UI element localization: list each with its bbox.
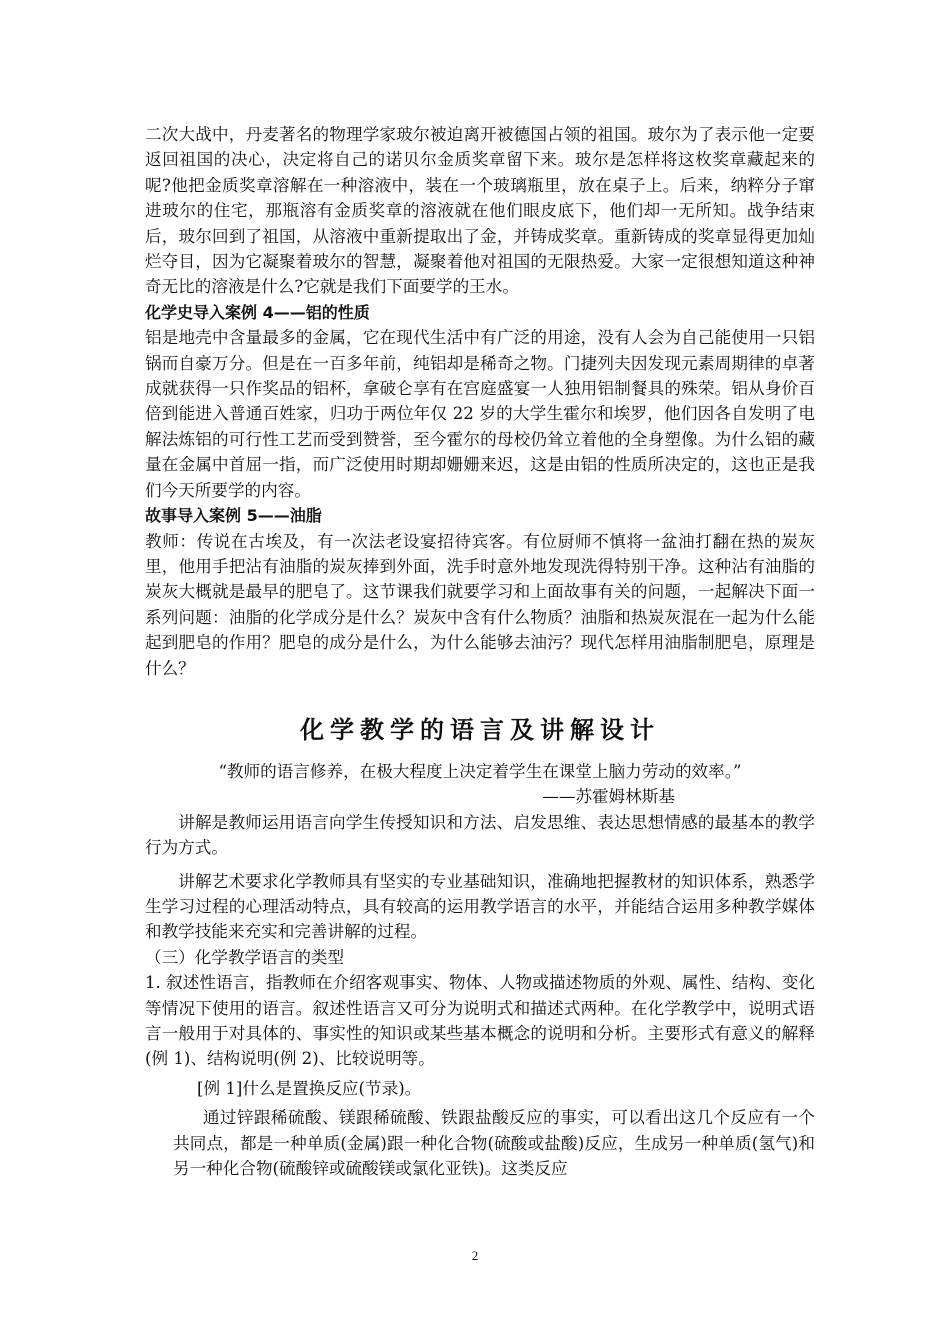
section-quote: “教师的语言修养，在极大程度上决定着学生在课堂上脑力劳动的效率。” <box>218 761 742 781</box>
example-label: [例 1]什么是置换反应(节录)。 <box>197 1078 422 1098</box>
case5-heading: 故事导入案例 5——油脂 <box>145 506 322 526</box>
case4-body: 铝是地壳中含量最多的金属，它在现代生活中有广泛的用途，没有人会为自己能使用一只铝锅而自豪万分。但是在一百多年前，纯铝却是稀奇之物。门捷列夫因发现元素周期律的卓著成就获得一只作奖品的铝杯，拿破仑享有在宫庭盛宴一人独用铝制餐具的殊荣。铝从身价百倍到能进入普通百姓家，归功于两位年仅 22 岁的大学生霍尔和埃罗，他们因各自发明了电解法炼铝的可行性工艺而受到赞誉，至今霍尔的母校仍耸立着他的全身塑像。为什么铝的藏量在金属中首屈一指，而广泛使用时期却姗姗来迟，这是由铝的性质所决定的，这也正是我们今天所要学的内容。 <box>145 328 815 500</box>
page-number: 2 <box>471 1248 479 1263</box>
case4-heading: 化学史导入案例 4——铝的性质 <box>145 302 370 322</box>
section-para-1: 讲解是教师运用语言向学生传授知识和方法、启发思维、表达思想情感的最基本的教学行为方式。 <box>145 812 815 858</box>
intro-paragraph: 二次大战中，丹麦著名的物理学家玻尔被迫离开被德国占领的祖国。玻尔为了表示他一定要返回祖国的决心，决定将自己的诺贝尔金质奖章留下来。玻尔是怎样将这枚奖章藏起来的呢?他把金质奖章溶解在一种溶液中，装在一个玻璃瓶里，放在桌子上。后来，纳粹分子窜进玻尔的住宅，那瓶溶有金质奖章的溶液就在他们眼皮底下，他们却一无所知。战争结束后，玻尔回到了祖国，从溶液中重新提取出了金，并铸成奖章。重新铸成的奖章显得更加灿烂夺目，因为它凝聚着玻尔的智慧，凝聚着他对祖国的无限热爱。大家一定很想知道这种神奇无比的溶液是什么?它就是我们下面要学的王水。 <box>145 125 815 297</box>
section-title: 化学教学的语言及讲解设计 <box>300 715 660 744</box>
quote-attribution: ——苏霍姆林斯基 <box>542 787 675 807</box>
page-content <box>145 122 815 1181</box>
section-subheading: （三）化学教学语言的类型 <box>145 947 345 967</box>
section-para-2: 讲解艺术要求化学教师具有坚实的专业基础知识，准确地把握教材的知识体系，熟悉学生学习过程的心理活动特点，具有较高的运用教学语言的水平，并能结合运用多种教学媒体和教学技能来充实和完善讲解的过程。 <box>145 871 815 942</box>
example-body: 通过锌跟稀硫酸、镁跟稀硫酸、铁跟盐酸反应的事实，可以看出这几个反应有一个共同点，都是一种单质(金属)跟一种化合物(硫酸或盐酸)反应，生成另一种单质(氢气)和另一种化合物(硫酸锌或硫酸镁或氯化亚铁)。这类反应 <box>173 1108 815 1179</box>
case5-body: 教师：传说在古埃及，有一次法老设宴招待宾客。有位厨师不慎将一盆油打翻在热的炭灰里，他用手把沾有油脂的炭灰捧到外面，洗手时意外地发现洗得特别干净。这种沾有油脂的炭灰大概就是最早的肥皂了。这节课我们就要学习和上面故事有关的问题，一起解决下面一系列问题：油脂的化学成分是什么？炭灰中含有什么物质？油脂和热炭灰混在一起为什么能起到肥皂的作用？肥皂的成分是什么，为什么能够去油污？现代怎样用油脂制肥皂，原理是什么？ <box>145 531 815 678</box>
section-item-1: 1. 叙述性语言，指教师在介绍客观事实、物体、人物或描述物质的外观、属性、结构、变化等情况下使用的语言。叙述性语言又可分为说明式和描述式两种。在化学教学中，说明式语言一般用于对具体的、事实性的知识或某些基本概念的说明和分析。主要形式有意义的解释(例 1)、结构说明(例 2)、比较说明等。 <box>145 973 815 1069</box>
